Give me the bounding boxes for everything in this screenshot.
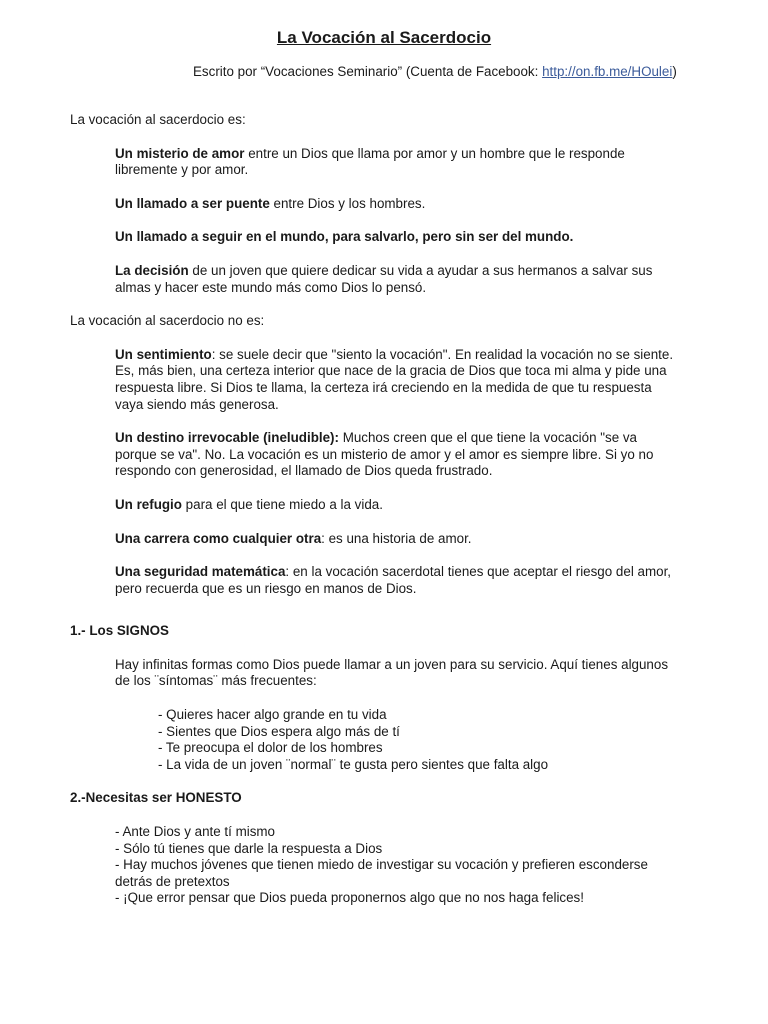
is-item xyxy=(115,196,675,213)
list-item: - Sientes que Dios espera algo más de tí xyxy=(158,723,400,739)
is-not-item xyxy=(115,564,675,597)
is-item-bold: Un llamado a ser puente xyxy=(115,195,270,211)
is-not-item-bold: Un refugio xyxy=(115,496,182,512)
is-not-item xyxy=(115,531,675,548)
section-is-not-intro: La vocación al sacerdocio no es: xyxy=(70,313,265,329)
is-not-item-text: para el que tiene miedo a la vida. xyxy=(181,496,383,512)
is-item-text: entre Dios y los hombres. xyxy=(269,195,426,211)
is-item-bold: Un llamado a seguir en el mundo, para salvarlo, pero sin ser del mundo. xyxy=(115,229,574,245)
list-item: - Quieres hacer algo grande en tu vida xyxy=(158,707,387,723)
is-not-item-bold: Una carrera como cualquier otra xyxy=(115,530,322,546)
is-not-item xyxy=(115,430,675,480)
honest-heading: 2.-Necesitas ser HONESTO xyxy=(70,790,242,806)
is-not-item-bold: Un sentimiento xyxy=(115,346,212,362)
byline xyxy=(193,64,753,81)
byline-prefix: Escrito por “Vocaciones Seminario” (Cuenta de Facebook: xyxy=(193,64,543,79)
document-title: La Vocación al Sacerdocio xyxy=(276,28,492,47)
is-not-item-text: Muchos creen que el que tiene la vocación "se va porque se va". No. La vocación es un misterio de amor y el amor es siempre libre. Si yo no respondo con generosidad, el llamado de Dios queda frustrado. xyxy=(115,430,654,479)
section-is-intro: La vocación al sacerdocio es: xyxy=(70,112,246,127)
is-item xyxy=(115,263,675,296)
byline-suffix: ) xyxy=(672,64,677,79)
is-not-item-text: : en la vocación sacerdotal tienes que aceptar el riesgo del amor, pero recuerda que es un riesgo en manos de Dios. xyxy=(115,564,672,596)
list-item: - Hay muchos jóvenes que tienen miedo de investigar su vocación y prefieren esconderse detrás de pretextos xyxy=(115,857,648,889)
is-item-text: de un joven que quiere dedicar su vida a ayudar a sus hermanos a salvar sus almas y hacer este mundo más como Dios lo pensó. xyxy=(115,262,653,295)
list-item: - Sólo tú tienes que darle la respuesta a Dios xyxy=(115,840,383,856)
is-item-bold: Un misterio de amor xyxy=(115,145,245,161)
is-item xyxy=(115,146,675,179)
signs-heading: 1.- Los SIGNOS xyxy=(70,623,169,639)
signs-list xyxy=(158,707,678,773)
is-not-item-bold: Una seguridad matemática xyxy=(115,564,286,580)
is-not-item-bold: Un destino irrevocable (ineludible): xyxy=(115,430,339,446)
document-body xyxy=(70,112,690,907)
spacer xyxy=(70,614,690,623)
honest-list xyxy=(115,824,685,907)
list-item: - La vida de un joven ¨normal¨ te gusta pero sientes que falta algo xyxy=(158,756,549,772)
signs-paragraph: Hay infinitas formas como Dios puede llamar a un joven para su servicio. Aquí tienes algunos de los ¨síntomas¨ más frecuentes: xyxy=(115,656,669,689)
list-item: - Te preocupa el dolor de los hombres xyxy=(158,740,383,756)
list-item: - ¡Que error pensar que Dios pueda proponernos algo que no nos haga felices! xyxy=(115,890,584,906)
is-not-item-text: : se suele decir que "siento la vocación". En realidad la vocación no se siente. Es, más bien, una certeza interior que nace de la gracia de Dios que toca mi alma y pide una respuesta libre. Si Dios te llama, la certeza irá creciendo en la medida de que tu respuesta vaya siendo más generosa. xyxy=(115,346,674,412)
is-not-item-text: : es una historia de amor. xyxy=(321,530,472,546)
is-item xyxy=(115,229,675,246)
facebook-link[interactable]: http://on.fb.me/HOulei xyxy=(542,64,673,79)
is-not-item xyxy=(115,497,675,514)
is-not-item xyxy=(115,347,675,413)
is-item-bold: La decisión xyxy=(115,262,189,278)
list-item: - Ante Dios y ante tí mismo xyxy=(115,824,276,840)
is-item-text: entre un Dios que llama por amor y un hombre que le responde libremente y por amor. xyxy=(115,145,625,178)
